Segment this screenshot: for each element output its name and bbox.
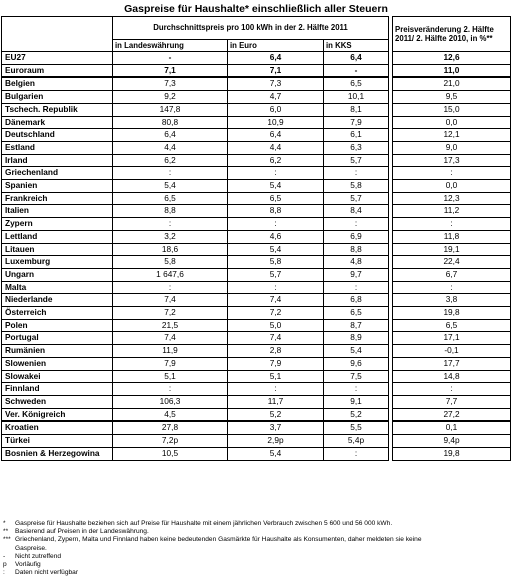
table-row [2, 281, 511, 294]
cell-price-change: 19,8 [393, 307, 511, 320]
cell-euro: : [228, 281, 324, 294]
cell-kks: 9,7 [324, 268, 389, 281]
cell-national-currency: 5,8 [113, 256, 228, 269]
cell-euro: 7,4 [228, 294, 324, 307]
table-row [2, 103, 511, 116]
cell-national-currency: 11,9 [113, 345, 228, 358]
row-country: Deutschland [2, 129, 113, 142]
footnote-mark: - [3, 552, 6, 560]
cell-national-currency: 7,3 [113, 77, 228, 90]
row-country: Euroraum [2, 64, 113, 77]
cell-kks: 5,4 [324, 345, 389, 358]
price-change-header [393, 17, 511, 52]
cell-euro: 10,9 [228, 116, 324, 129]
table-row [2, 52, 511, 65]
cell-kks: 4,8 [324, 256, 389, 269]
cell-kks: 8,7 [324, 319, 389, 332]
cell-price-change: 15,0 [393, 103, 511, 116]
footnote-text: Vorläufig [15, 561, 41, 569]
cell-kks: - [324, 64, 389, 77]
table-row [2, 421, 511, 434]
row-country: Finnland [2, 383, 113, 396]
cell-price-change: 6,5 [393, 319, 511, 332]
cell-price-change: 0,0 [393, 180, 511, 193]
cell-euro: 4,6 [228, 230, 324, 243]
cell-kks: 10,1 [324, 91, 389, 104]
page-title: Gaspreise für Haushalte* einschließlich aller Steuern [124, 3, 388, 15]
footnote-mark: *** [3, 536, 11, 544]
footnote [3, 545, 509, 553]
cell-euro: 7,2 [228, 307, 324, 320]
cell-kks: : [324, 447, 389, 460]
cell-price-change: : [393, 167, 511, 180]
footnote-mark: : [3, 569, 5, 577]
table-row [2, 395, 511, 408]
cell-national-currency: 1 647,6 [113, 268, 228, 281]
row-country: Spanien [2, 180, 113, 193]
cell-price-change: : [393, 281, 511, 294]
cell-euro: 7,9 [228, 357, 324, 370]
table-row [2, 370, 511, 383]
cell-price-change: 11,0 [393, 64, 511, 77]
cell-euro: 6,2 [228, 154, 324, 167]
cell-euro: 6,4 [228, 129, 324, 142]
cell-price-change: 6,7 [393, 268, 511, 281]
row-country: Österreich [2, 307, 113, 320]
cell-euro: : [228, 383, 324, 396]
table-row [2, 345, 511, 358]
cell-national-currency: 4,4 [113, 141, 228, 154]
footnote [3, 569, 509, 577]
cell-price-change: 7,7 [393, 395, 511, 408]
row-country: Ver. Königreich [2, 408, 113, 421]
cell-national-currency: - [113, 52, 228, 65]
footnote-text: Gaspreise. [15, 544, 47, 552]
cell-euro: 3,7 [228, 421, 324, 434]
cell-euro: 8,8 [228, 205, 324, 218]
cell-euro: 5,4 [228, 180, 324, 193]
cell-kks: 6,9 [324, 230, 389, 243]
row-country: Malta [2, 281, 113, 294]
cell-kks: 8,4 [324, 205, 389, 218]
cell-national-currency: 147,8 [113, 103, 228, 116]
cell-price-change: 27,2 [393, 408, 511, 421]
col-header-kks: in KKS [324, 40, 389, 52]
cell-euro: 7,3 [228, 77, 324, 90]
cell-price-change: 9,4p [393, 435, 511, 448]
table-row [2, 167, 511, 180]
footnote-text: Gaspreise für Haushalte beziehen sich auf Preise für Haushalte mit einem jährlichen Verbrauch zwischen 5 600 und 56 000 kWh. [15, 520, 393, 527]
cell-euro: 5,2 [228, 408, 324, 421]
cell-national-currency: 7,4 [113, 332, 228, 345]
cell-kks: 6,3 [324, 141, 389, 154]
cell-euro: 7,4 [228, 332, 324, 345]
cell-national-currency: 5,1 [113, 370, 228, 383]
cell-price-change: 12,6 [393, 52, 511, 65]
row-country: Irland [2, 154, 113, 167]
row-country: Portugal [2, 332, 113, 345]
row-country: Litauen [2, 243, 113, 256]
cell-price-change: 19,1 [393, 243, 511, 256]
cell-price-change: 12,3 [393, 192, 511, 205]
footnote [3, 553, 509, 561]
cell-price-change: 14,8 [393, 370, 511, 383]
cell-kks: : [324, 218, 389, 231]
table-row [2, 268, 511, 281]
cell-price-change: 9,0 [393, 141, 511, 154]
cell-euro: : [228, 167, 324, 180]
cell-national-currency: 3,2 [113, 230, 228, 243]
table-row [2, 447, 511, 460]
cell-price-change: 17,3 [393, 154, 511, 167]
cell-national-currency: 4,5 [113, 408, 228, 421]
cell-euro: 5,8 [228, 256, 324, 269]
table-row [2, 64, 511, 77]
cell-kks: 7,5 [324, 370, 389, 383]
row-country: Zypern [2, 218, 113, 231]
cell-euro: : [228, 218, 324, 231]
cell-price-change: 19,8 [393, 447, 511, 460]
table-row [2, 256, 511, 269]
cell-national-currency: 7,9 [113, 357, 228, 370]
table-row [2, 294, 511, 307]
table-row [2, 332, 511, 345]
table-row [2, 230, 511, 243]
row-country: Türkei [2, 435, 113, 448]
footnote [3, 536, 509, 544]
cell-national-currency: 18,6 [113, 243, 228, 256]
cell-kks: : [324, 383, 389, 396]
table-row [2, 141, 511, 154]
cell-price-change: 11,2 [393, 205, 511, 218]
cell-euro: 2,8 [228, 345, 324, 358]
cell-price-change: 22,4 [393, 256, 511, 269]
cell-price-change: 0,0 [393, 116, 511, 129]
row-country: Italien [2, 205, 113, 218]
cell-kks: 9,6 [324, 357, 389, 370]
cell-kks: 7,9 [324, 116, 389, 129]
row-country: Bosnien & Herzegowina [2, 447, 113, 460]
col-header-national-currency: in Landeswährung [113, 40, 228, 52]
table-row [2, 383, 511, 396]
row-country: Bulgarien [2, 91, 113, 104]
footnote-mark: p [3, 561, 7, 569]
row-country: Estland [2, 141, 113, 154]
cell-kks: 9,1 [324, 395, 389, 408]
row-country: Lettland [2, 230, 113, 243]
row-country: Luxemburg [2, 256, 113, 269]
cell-national-currency: : [113, 281, 228, 294]
cell-kks: 6,5 [324, 77, 389, 90]
corner-cell [2, 17, 113, 52]
cell-national-currency: 5,4 [113, 180, 228, 193]
cell-euro: 2,9p [228, 435, 324, 448]
table-row [2, 77, 511, 90]
cell-national-currency: : [113, 218, 228, 231]
table-row [2, 243, 511, 256]
table-body [2, 52, 511, 461]
cell-kks: 5,7 [324, 192, 389, 205]
cell-euro: 4,4 [228, 141, 324, 154]
row-country: Frankreich [2, 192, 113, 205]
cell-national-currency: 80,8 [113, 116, 228, 129]
cell-euro: 6,4 [228, 52, 324, 65]
cell-national-currency: : [113, 383, 228, 396]
cell-kks: 6,5 [324, 307, 389, 320]
table-row [2, 205, 511, 218]
footnote-mark: * [3, 520, 6, 527]
gas-price-table [1, 16, 511, 461]
cell-national-currency: 8,8 [113, 205, 228, 218]
table-row [2, 180, 511, 193]
table-row [2, 319, 511, 332]
cell-national-currency: 7,4 [113, 294, 228, 307]
cell-euro: 5,4 [228, 447, 324, 460]
cell-national-currency: 6,4 [113, 129, 228, 142]
cell-euro: 5,4 [228, 243, 324, 256]
cell-euro: 11,7 [228, 395, 324, 408]
col-header-euro: in Euro [228, 40, 324, 52]
cell-kks: : [324, 281, 389, 294]
cell-national-currency: 9,2 [113, 91, 228, 104]
row-country: Tschech. Republik [2, 103, 113, 116]
cell-kks: 6,1 [324, 129, 389, 142]
cell-national-currency: 7,2p [113, 435, 228, 448]
footnote-text: Daten nicht verfügbar [15, 569, 79, 577]
table-row [2, 154, 511, 167]
cell-kks: 6,8 [324, 294, 389, 307]
row-country: Slowakei [2, 370, 113, 383]
footnote-text: Basierend auf Preisen in der Landeswährung. [15, 528, 149, 536]
cell-price-change: 11,8 [393, 230, 511, 243]
cell-kks: 6,4 [324, 52, 389, 65]
footnote-text: Nicht zutreffend [15, 552, 62, 560]
cell-price-change: 0,1 [393, 421, 511, 434]
cell-price-change: 9,5 [393, 91, 511, 104]
table-row [2, 218, 511, 231]
row-country: Schweden [2, 395, 113, 408]
footnote-text: Griechenland, Zypern, Malta und Finnland haben keine bedeutenden Gasmärkte für Haushalte als Konsumenten, daher meldeten sie keine [15, 536, 422, 544]
cell-kks: 5,8 [324, 180, 389, 193]
cell-national-currency: 10,5 [113, 447, 228, 460]
row-country: Kroatien [2, 421, 113, 434]
row-country: EU27 [2, 52, 113, 65]
cell-kks: 5,7 [324, 154, 389, 167]
row-country: Belgien [2, 77, 113, 90]
cell-euro: 6,5 [228, 192, 324, 205]
cell-national-currency: 21,5 [113, 319, 228, 332]
cell-national-currency: 6,5 [113, 192, 228, 205]
table-row [2, 129, 511, 142]
cell-national-currency: 7,1 [113, 64, 228, 77]
cell-national-currency: : [113, 167, 228, 180]
footnote-mark: ** [3, 528, 9, 536]
cell-kks: 8,8 [324, 243, 389, 256]
table-row [2, 116, 511, 129]
row-country: Griechenland [2, 167, 113, 180]
cell-kks: 8,9 [324, 332, 389, 345]
cell-euro: 5,0 [228, 319, 324, 332]
row-country: Dänemark [2, 116, 113, 129]
row-country: Slowenien [2, 357, 113, 370]
cell-euro: 5,7 [228, 268, 324, 281]
cell-national-currency: 27,8 [113, 421, 228, 434]
cell-euro: 4,7 [228, 91, 324, 104]
footnote [3, 528, 509, 536]
cell-national-currency: 6,2 [113, 154, 228, 167]
table-row [2, 91, 511, 104]
cell-euro: 5,1 [228, 370, 324, 383]
cell-price-change: 17,1 [393, 332, 511, 345]
cell-kks: : [324, 167, 389, 180]
table-row [2, 408, 511, 421]
row-country: Polen [2, 319, 113, 332]
footnote [3, 561, 509, 569]
row-country: Rumänien [2, 345, 113, 358]
cell-price-change: : [393, 383, 511, 396]
footnotes [3, 520, 509, 577]
cell-price-change: : [393, 218, 511, 231]
footnote [3, 520, 509, 528]
table-row [2, 357, 511, 370]
table-row [2, 307, 511, 320]
cell-national-currency: 106,3 [113, 395, 228, 408]
cell-national-currency: 7,2 [113, 307, 228, 320]
cell-price-change: 17,7 [393, 357, 511, 370]
cell-euro: 7,1 [228, 64, 324, 77]
table-row [2, 192, 511, 205]
cell-price-change: -0,1 [393, 345, 511, 358]
cell-price-change: 3,8 [393, 294, 511, 307]
cell-kks: 8,1 [324, 103, 389, 116]
cell-kks: 5,4p [324, 435, 389, 448]
row-country: Ungarn [2, 268, 113, 281]
cell-price-change: 12,1 [393, 129, 511, 142]
price-change-header-label: Preisveränderung 2. Hälfte 2011/ 2. Hälfte 2010, in %** [395, 24, 494, 43]
table-row [2, 435, 511, 448]
average-price-header: Durchschnittspreis pro 100 kWh in der 2. Hälfte 2011 [113, 17, 389, 40]
cell-price-change: 21,0 [393, 77, 511, 90]
row-country: Niederlande [2, 294, 113, 307]
cell-kks: 5,5 [324, 421, 389, 434]
cell-euro: 6,0 [228, 103, 324, 116]
cell-kks: 5,2 [324, 408, 389, 421]
